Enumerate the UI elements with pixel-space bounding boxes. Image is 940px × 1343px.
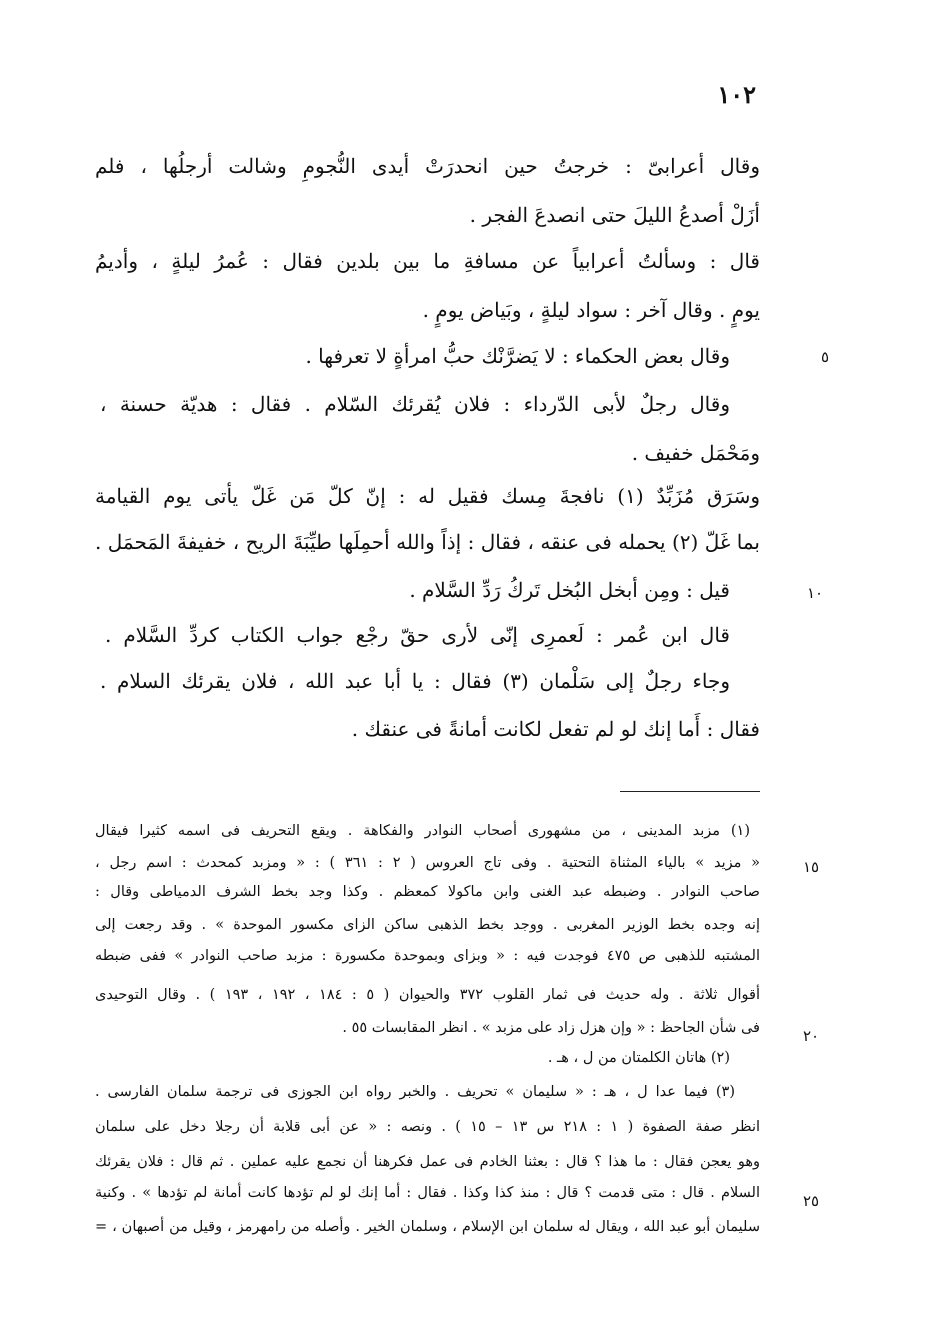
text-line-13: فقال : أَما إنك لو لم تفعل لكانت أمانةً فى عنقك .	[351, 717, 760, 741]
text-line-4: يومٍ . وقال آخر : سواد ليلةٍ ، وبَياض يومٍ .	[422, 298, 760, 322]
footnote-line-13: سليمان أبو عبد الله ، ويقال له سلمان ابن الإسلام ، وسلمان الخير . وأصله من رامهرمز ، وقيل من أصبهان ، =	[95, 1219, 760, 1235]
footnote-line-2: « مزيد » بالياء المثناة التحتية . وفى تاج العروس ( ٢ : ٣٦١ ) : « ومزبد كمحدث : اسم رجل ،	[95, 855, 761, 871]
text-line-10: قيل : ومِن أبخل البُخل تَركُ رَدِّ السَّلام .	[409, 578, 730, 602]
footnote-line-12: السلام . قال : متى قدمت ؟ قال : منذ كذا وكذا . فقال : أما إنك لو لم تؤدها كانت أمانة لم تؤدها » . وكنية	[95, 1185, 760, 1201]
line-number-20: ٢٠	[802, 1027, 820, 1045]
line-number-25: ٢٥	[802, 1192, 820, 1210]
footnote-line-10: انظر صفة الصفوة ( ١ : ٢١٨ س ١٣ – ١٥ ) . ونصه : « عن أبى قلابة أن رجلا دخل على سلمان	[95, 1119, 761, 1135]
footnote-line-8: (٢) هاتان الكلمتان من ل ، هـ .	[547, 1050, 730, 1066]
text-line-8: وسَرَق مُزَبِّدٌ (١) نافجةَ مِسك فقيل له : إنّ كلّ مَن غَلّ يأتى يوم القيامة	[95, 484, 760, 508]
footnote-line-5: المشتبه للذهبى ص ٤٧٥ فوجدت فيه : « وبزاى وبموحدة مكسورة : مزبد صاحب النوادر » ففى ضبطه	[95, 948, 761, 964]
text-line-2: أزَلْ أصدعُ الليلَ حتى انصدعَ الفجر .	[469, 203, 760, 227]
footnote-line-9: (٣) فيما عدا ل ، هـ : « سليمان » تحريف . والخبر رواه ابن الجوزى فى ترجمة سلمان الفارسى .	[95, 1084, 735, 1100]
line-number-10: ١٠	[806, 584, 824, 602]
footnote-line-7: فى شأن الجاحظ : « وإن هزل زاد على مزبد » . انظر المقابسات ٥٥ .	[342, 1020, 760, 1036]
footnote-line-3: صاحب النوادر . وضبطه عبد الغنى وابن ماكولا كمعظم . وكذا وجد بخط الشرف الدمياطى وقال :	[95, 884, 760, 900]
footnote-line-6: أقوال ثلاثة . وله حديث فى ثمار القلوب ٣٧٢ والحيوان ( ٥ : ١٨٤ ، ١٩٢ ، ١٩٣ ) . وقال التوحيدى	[95, 987, 760, 1003]
text-line-12: وجاء رجلٌ إلى سَلْمان (٣) فقال : يا أبا عبد الله ، فلان يقرئك السلام .	[100, 669, 730, 693]
line-number-5: ٥	[820, 348, 830, 366]
footnote-separator	[620, 791, 760, 792]
text-line-7: ومَحْمَل خفيف .	[631, 441, 760, 465]
page-number: ١٠٢	[717, 80, 756, 109]
text-line-1: وقال أعرابىّ : خرجتُ حين انحدرَتْ أيدى النُّجومِ وشالت أرجلُها ، فلم	[95, 154, 760, 178]
footnote-line-1: (١) مزبد المدينى ، من مشهورى أصحاب النوادر والفكاهة . ويقع التحريف فى اسمه كثيرا فيقال	[95, 823, 750, 839]
line-number-15: ١٥	[802, 858, 820, 876]
footnote-line-11: وهو يعجن فقال : ما هذا ؟ قال : بعثنا الخادم فى عمل فكرهنا أن نجمع عليه عملين . ثم قال : فلان يقرئك	[95, 1154, 760, 1170]
text-line-3: قال : وسألتُ أعرابياً عن مسافةِ ما بين بلدين فقال : عُمرُ ليلةٍ ، وأديمُ	[95, 249, 760, 273]
text-line-11: قال ابن عُمر : لَعمرِى إنّى لأرى حقّ رجْع جواب الكتاب كردِّ السَّلام .	[105, 623, 730, 647]
text-line-5: وقال بعض الحكماء : لا يَضرَّنْك حبُّ امرأةٍ لا تعرفها .	[305, 344, 730, 368]
text-line-9: بما غَلّ (٢) يحمله فى عنقه ، فقال : إذاً والله أحمِلَها طيِّبَةَ الريح ، خفيفةَ المَحمَل .	[95, 530, 760, 554]
footnote-line-4: إنه وجده بخط الوزير المغربى . ووجد بخط الذهبى ساكن الزاى مكسور الموحدة » . وقد رجعت إلى	[95, 917, 760, 933]
text-line-6: وقال رجلٌ لأبى الدّرداء : فلان يُقرئك السّلام . فقال : هديّة حسنة ،	[100, 392, 730, 416]
